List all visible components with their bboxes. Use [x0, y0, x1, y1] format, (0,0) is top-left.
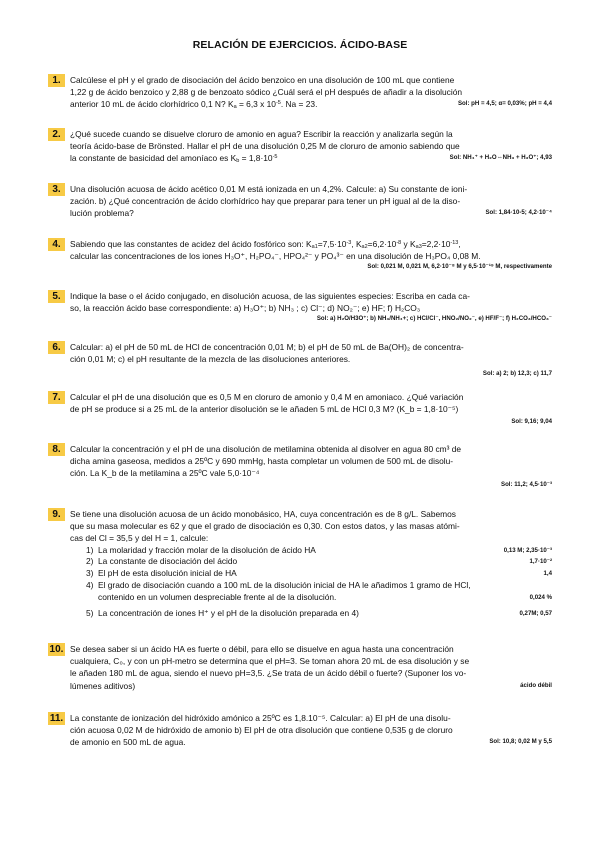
exercise-text: zación. b) ¿Qué concentración de ácido clorhídrico hay que preparar para tener un pH igual al de la diso-: [70, 196, 461, 207]
exercise-10: [48, 643, 552, 692]
list-item: 1) La molaridad y fracción molar de la disolución de ácido HA 0,13 M; 2,35·10⁻³: [86, 544, 552, 555]
exercise-text: cas del Cl = 35,5 y del H = 1, calcule:: [70, 533, 209, 544]
solution: 1,7·10⁻²: [529, 558, 552, 566]
exercise-7: [48, 391, 552, 426]
exercise-text: Calcular la concentración y el pH de una disolución de metilamina obtenida al disolver en agua 80 cm³ de: [70, 444, 462, 454]
exercise-text: Sol: 1,84·10-5; 4,2·10⁻⁴ lución problema?: [70, 208, 552, 219]
sub-questions: [86, 545, 552, 620]
exercise-number: 2.: [48, 128, 65, 141]
exercise-text: ción acuosa 0,02 M de hidróxido de amonio b) El pH de otra disolución que contiene 0,535 g de cloruro: [70, 725, 453, 736]
exercise-text: cualquiera, C₀, y con un pH-metro se determina que el pH=3. Se toman ahora 20 mL de esa disolución y se: [70, 656, 470, 667]
exercise-11: [48, 712, 552, 749]
exercise-3: [48, 183, 552, 220]
solution: Sol: a) 2; b) 12,3; c) 11,7: [482, 370, 552, 378]
exercise-1: [48, 74, 552, 111]
solution: Sol: 1,84·10-5; 4,2·10⁻⁴: [485, 209, 552, 217]
exercise-text: Indique la base o el ácido conjugado, en disolución acuosa, de las siguientes especies: Escriba en cada ca-: [70, 291, 470, 301]
solution: 0,27M; 0,57: [519, 609, 552, 617]
exercise-text: Una disolución acuosa de ácido acético 0,01 M está ionizada en un 4,2%. Calcule: a) Su constante de ioni-: [70, 184, 468, 194]
exercise-number: 9.: [48, 508, 65, 521]
exercise-number: 1.: [48, 74, 65, 87]
list-item: 2) La constante de disociación del ácido 1,7·10⁻²: [86, 556, 552, 567]
exercise-text: Calcúlese el pH y el grado de disociación del ácido benzoico en una disolución de 100 mL que contiene: [70, 75, 455, 85]
exercise-text: 1,22 g de ácido benzoico y 2,88 g de benzoato sódico ¿Cuál será el pH después de añadir a la disolución: [70, 87, 463, 98]
exercise-5: [48, 290, 552, 323]
exercise-text: Calcular: a) el pH de 50 mL de HCl de concentración 0,01 M; b) el pH de 50 mL de Ba(OH)₂ de concentra-: [70, 342, 464, 352]
exercise-text: Sol: NH₄⁺ + H₂O⇔NH₃ + H₃O⁺; 4,93 la constante de basicidad del amoníaco es $K_b = 1,8\cdot 10^{-5}$: [70, 153, 552, 165]
exercise-text: le añaden 180 mL de agua, siendo el nuevo pH=3,5. ¿Se trata de un ácido débil o fuerte? (Suponer los vo-: [70, 668, 467, 679]
exercise-number: 10.: [49, 644, 64, 655]
exercise-number: 8.: [48, 443, 65, 456]
exercise-4: [48, 238, 552, 271]
solution: Sol: 10,8; 0,02 M y 5,5: [489, 738, 552, 746]
exercise-text: de pH se produce si a 25 mL de la anterior disolución se le añaden 5 mL de HCl 0,3 M? (K_b = 1,8·10⁻⁵): [70, 404, 459, 415]
exercise-text: teoría ácido-base de Brönsted. Hallar el pH de una disolución 0,25 M de cloruro de amonio sabiendo que: [70, 141, 460, 152]
solution: Sol: pH = 4,5; α= 0,03%; pH = 4,4: [457, 100, 552, 108]
solution: 1,4: [543, 570, 552, 578]
list-item: 5) La concentración de iones H⁺ y el pH de la disolución preparada en 4) 0,27M; 0,57: [86, 607, 552, 618]
exercise-text: Sabiendo que las constantes de acidez del ácido fosfórico son: $K_{a1}=7,5\cdot 10^{-3}$, $K_{a2}=6,2\cdot 10^{-8}$ y $K_{a3}=2,2\cdot 10^{-13}$,: [70, 239, 461, 250]
exercise-6: [48, 341, 552, 378]
exercise-number: 7.: [48, 391, 65, 404]
exercise-text: Sol: 10,8; 0,02 M y 5,5 de amonio en 500 mL de agua.: [70, 737, 552, 748]
exercise-number: 4.: [48, 238, 65, 251]
solution: Sol: 11,2; 4,5·10⁻³: [501, 480, 552, 488]
solution: Sol: 0,021 M, 0,021 M, 6,2·10⁻⁸ M y 6,5·10⁻¹⁹ M, respectivamente: [367, 263, 552, 271]
exercise-text: so, la reacción ácido base correspondiente: a) H₃O⁺; b) NH₃ ; c) Cl⁻; d) NO₂⁻; e) HF; f) H₂CO₃: [70, 303, 421, 314]
exercise-text: ción. La K_b de la metilamina a 25ºC vale 5,0·10⁻⁴: [70, 468, 260, 479]
exercise-number: 11.: [49, 713, 64, 724]
exercise-text: Se tiene una disolución acuosa de un ácido monobásico, HA, cuya concentración es de 8 g/L. Sabemos: [70, 509, 456, 519]
exercise-text: Se desea saber si un ácido HA es fuerte o débil, para ello se disuelve en agua hasta una concentración: [70, 644, 454, 654]
exercise-text: dicha amina gaseosa, medidos a 25ºC y 690 mmHg, hasta completar un volumen de 500 mL de disolu-: [70, 456, 454, 467]
exercise-text: Calcular el pH de una disolución que es 0,5 M en cloruro de amonio y 0,4 M en amoniaco. ¿Qué variación: [70, 392, 464, 402]
exercise-number: 3.: [48, 183, 65, 196]
solution: ácido débil: [520, 681, 552, 689]
exercise-text: La constante de ionización del hidróxido amónico a 25ºC es 1,8.10⁻⁵. Calcular: a) El pH de una disolu-: [70, 713, 451, 723]
list-item: 4) El grado de disociación cuando a 100 mL de la disolución inicial de HA le añadimos 1 gramo de HCl, contenido en un volumen despreciable frente al de la disolución. 0,024 %: [86, 580, 552, 602]
exercise-number: 5.: [48, 290, 65, 303]
exercise-text: Sol: pH = 4,5; α= 0,03%; pH = 4,4 anterior 10 mL de ácido clorhídrico 0,1 N? $K_a = 6,3$ x $10^{-5}$. Na = 23.: [70, 99, 552, 111]
page-title: RELACIÓN DE EJERCICIOS. ÁCIDO-BASE: [192, 39, 408, 51]
solution: 0,024 %: [529, 593, 552, 601]
exercise-text: ¿Qué sucede cuando se disuelve cloruro de amonio en agua? Escribir la reacción y analizarla según la: [70, 129, 453, 139]
solution: 0,13 M; 2,35·10⁻³: [503, 546, 552, 554]
solution: Sol: NH₄⁺ + H₂O⇔NH₃ + H₃O⁺; 4,93: [449, 154, 552, 162]
solution: Sol: a) H₂O/H3O⁺; b) NH₃/NH₄+; c) HCl/Cl⁻, HNO₂/NO₂⁻, e) HF/F⁻; f) H₂CO₃/HCO₃⁻: [316, 315, 552, 323]
exercise-9: [48, 508, 552, 619]
solution: Sol: 9,16; 9,04: [511, 418, 552, 426]
exercise-text: que su masa molecular es 62 y que el grado de disociación es 0,30. Con estos datos, y las masas atómi-: [70, 521, 460, 532]
list-item: 3) El pH de esta disolución inicial de HA 1,4: [86, 568, 552, 579]
exercise-text: calcular las concentraciones de los iones H₃O⁺, H₂PO₄⁻, HPO₄²⁻ y PO₄³⁻ en una disolución de H₃PO₄ 0,08 M.: [70, 251, 481, 262]
exercise-number: 6.: [48, 341, 65, 354]
exercise-8: [48, 443, 552, 489]
exercise-text: ción 0,01 M; c) el pH resultante de la mezcla de las disoluciones anteriores.: [70, 354, 351, 365]
exercise-2: [48, 128, 552, 165]
exercise-text: ácido débil lúmenes aditivos): [70, 680, 552, 691]
